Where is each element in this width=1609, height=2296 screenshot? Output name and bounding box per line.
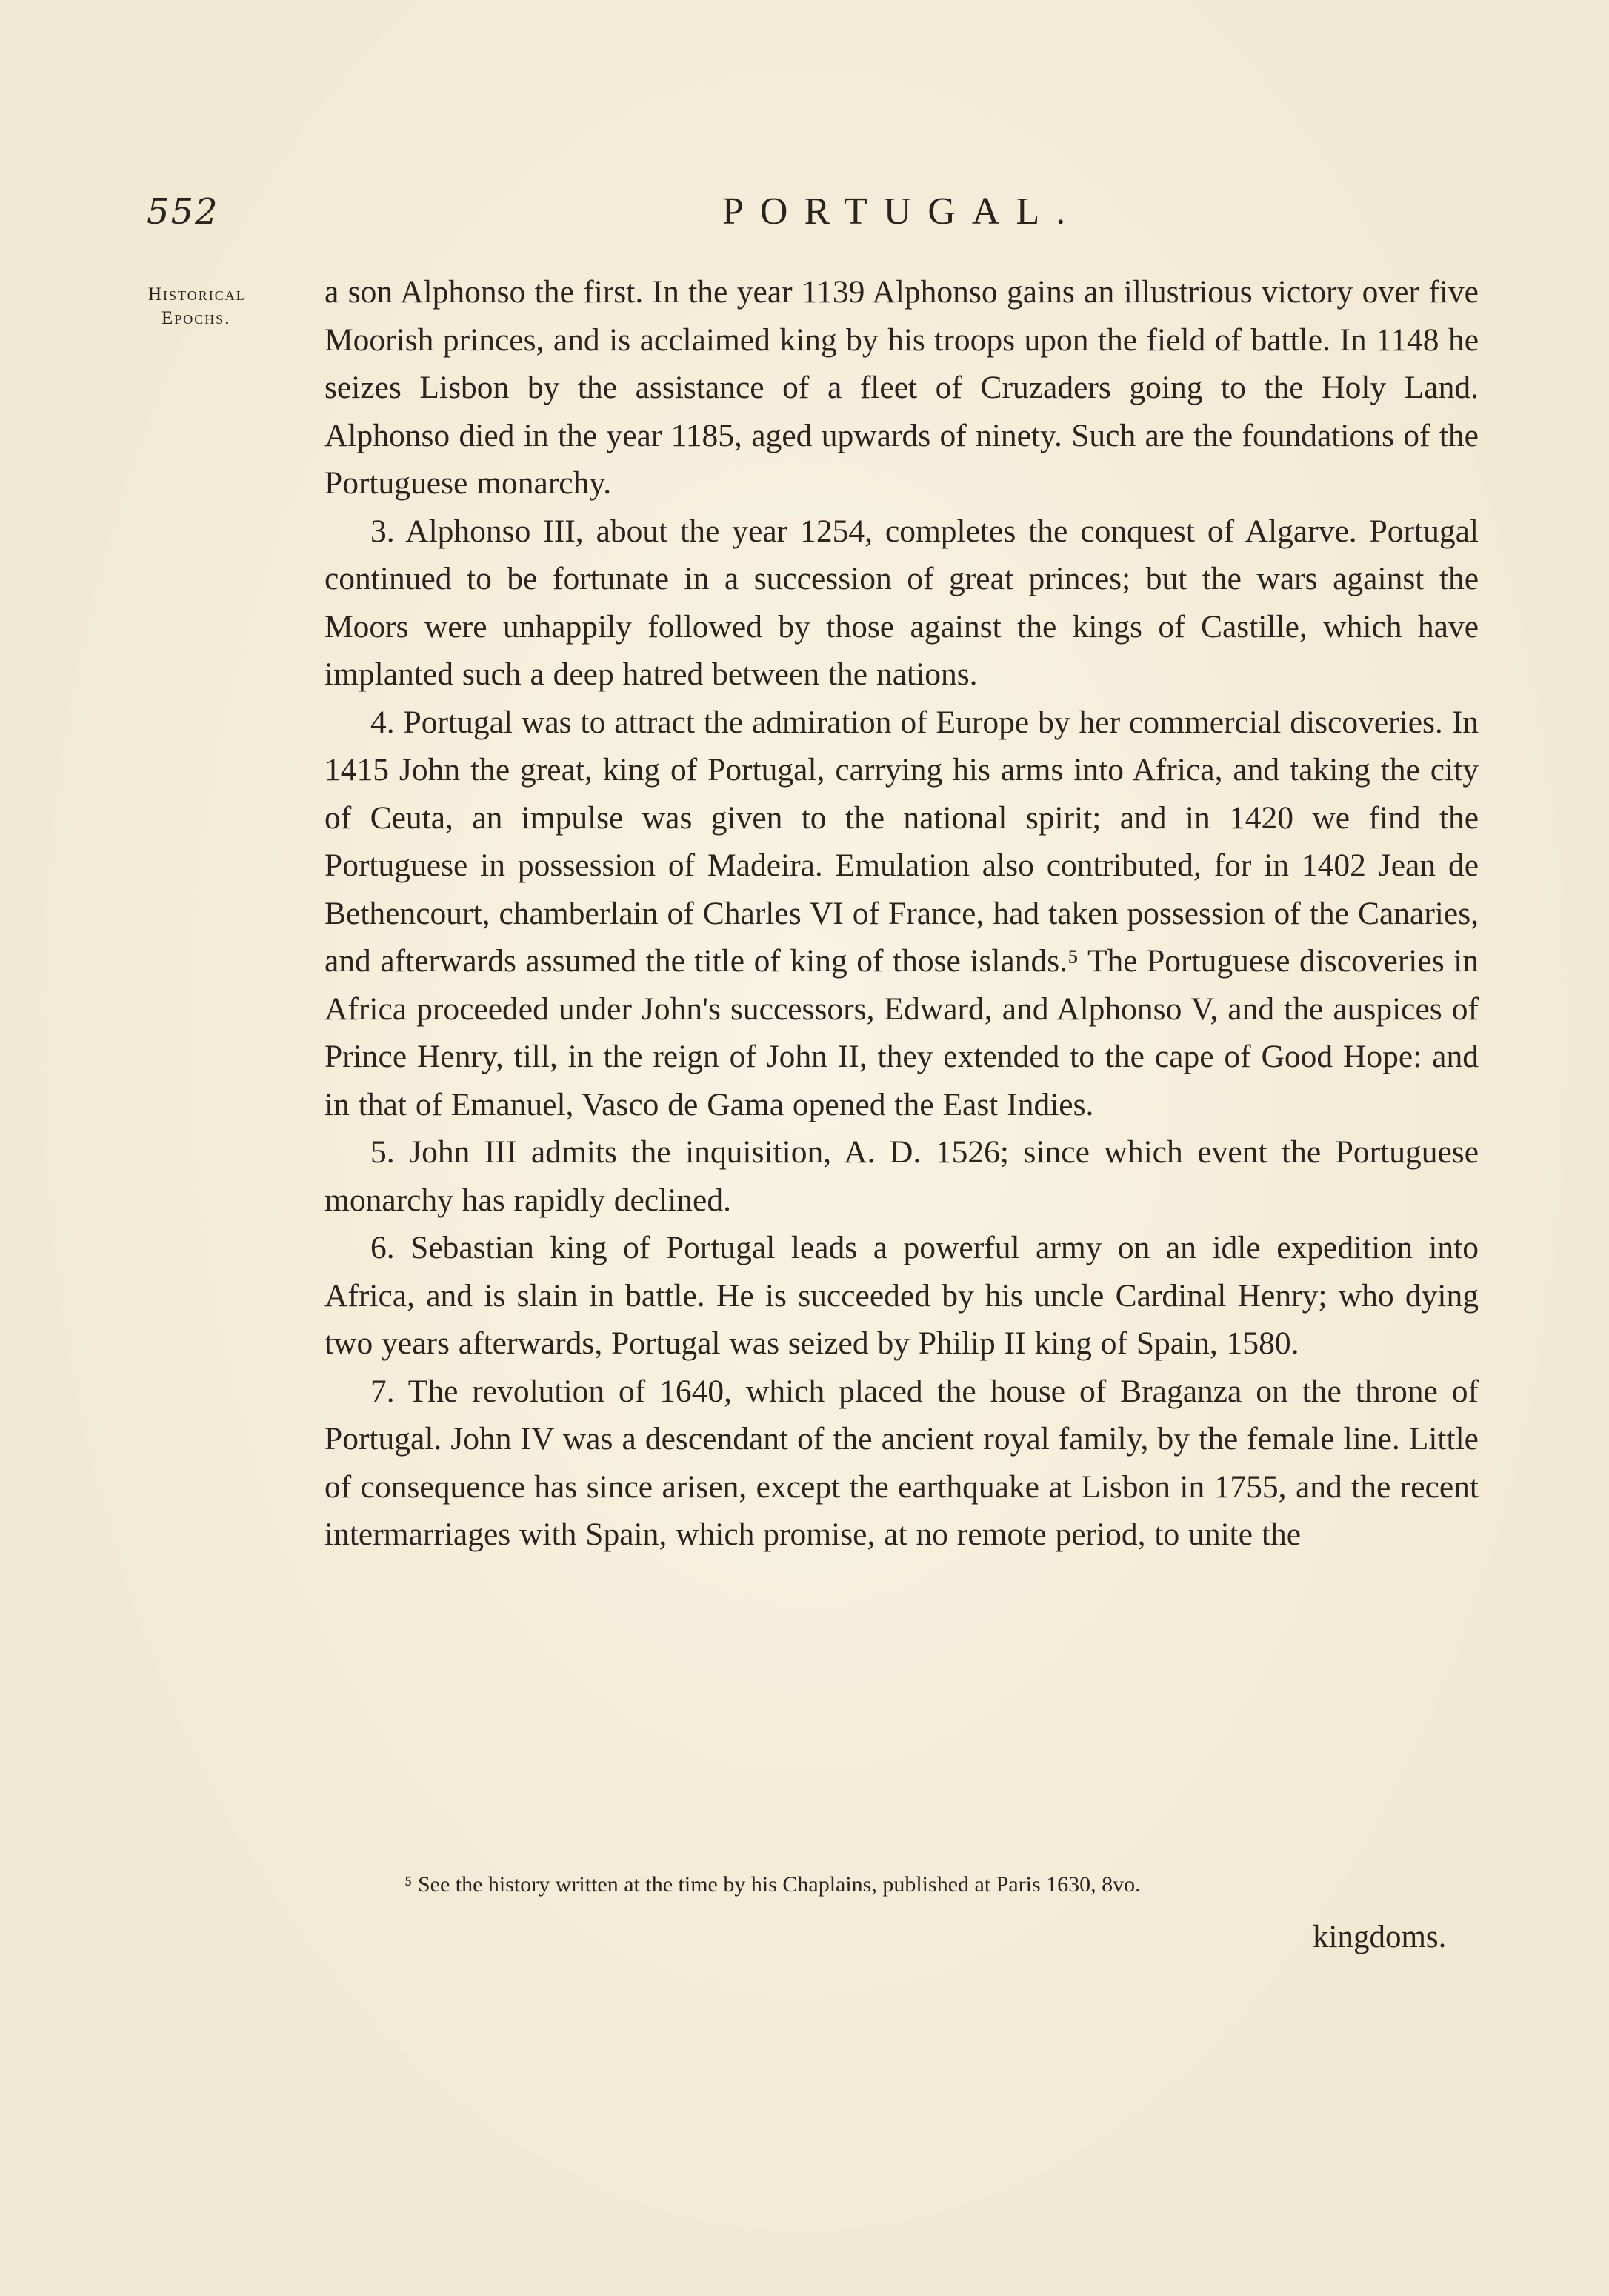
paragraph-7: 7. The revolution of 1640, which placed the house of Braganza on the throne of Portugal. John IV was a descendant of the ancient royal family, by the female line. Little of consequence has since arisen, except the earthquake at Lisbon in 1755, and the recent intermarriages with Spain, which promise, at no remote period, to unite the — [324, 1373, 1479, 1552]
marginal-note-line-1: Historical — [148, 284, 246, 305]
running-head: PORTUGAL. — [722, 190, 1082, 233]
paragraph-5: 5. John III admits the inquisition, A. D. 1526; since which event the Portuguese monarchy has rapidly declined. — [324, 1134, 1479, 1218]
marginal-note-line-2: Epochs. — [161, 308, 231, 328]
paragraph-6: 6. Sebastian king of Portugal leads a powerful army on an idle expedition into Africa, and is slain in battle. He is succeeded by his uncle Cardinal Henry; who dying two years afterwards, Portugal was seized by Philip II king of Spain, 1580. — [324, 1230, 1479, 1361]
catchword: kingdoms. — [1313, 1920, 1447, 1954]
paragraph-continuation: a son Alphonso the first. In the year 1139 Alphonso gains an illustrious victory over five Moorish princes, and is acclaimed king by his troops upon the field of battle. In 1148 he seizes Lisbon by the assistance of a fleet of Cruzaders going to the Holy Land. Alphonso died in the year 1185, aged upwards of ninety. Such are the foundations of the Portuguese monarchy. — [324, 274, 1479, 501]
page-number: 552 — [147, 191, 219, 233]
marginal-note — [148, 280, 326, 333]
body-text — [324, 268, 1479, 1559]
footnote: ⁵ See the history written at the time by his Chaplains, published at Paris 1630, 8vo. — [404, 1872, 1141, 1897]
paragraph-4: 4. Portugal was to attract the admiration of Europe by her commercial discoveries. In 1415 John the great, king of Portugal, carrying his arms into Africa, and taking the city of Ceuta, an impulse was given to the national spirit; and in 1420 we find the Portuguese in possession of Madeira. Emulation also contributed, for in 1402 Jean de Bethencourt, chamberlain of Charles VI of France, had taken possession of the Canaries, and afterwards assumed the title of king of those islands.⁵ The Portuguese discoveries in Africa proceeded under John's successors, Edward, and Alphonso V, and the auspices of Prince Henry, till, in the reign of John II, they extended to the cape of Good Hope: and in that of Emanuel, Vasco de Gama opened the East Indies. — [324, 704, 1479, 1122]
paragraph-3: 3. Alphonso III, about the year 1254, completes the conquest of Algarve. Portugal continued to be fortunate in a succession of great princes; but the wars against the Moors were unhappily followed by those against the kings of Castille, which have implanted such a deep hatred between the nations. — [324, 513, 1479, 692]
